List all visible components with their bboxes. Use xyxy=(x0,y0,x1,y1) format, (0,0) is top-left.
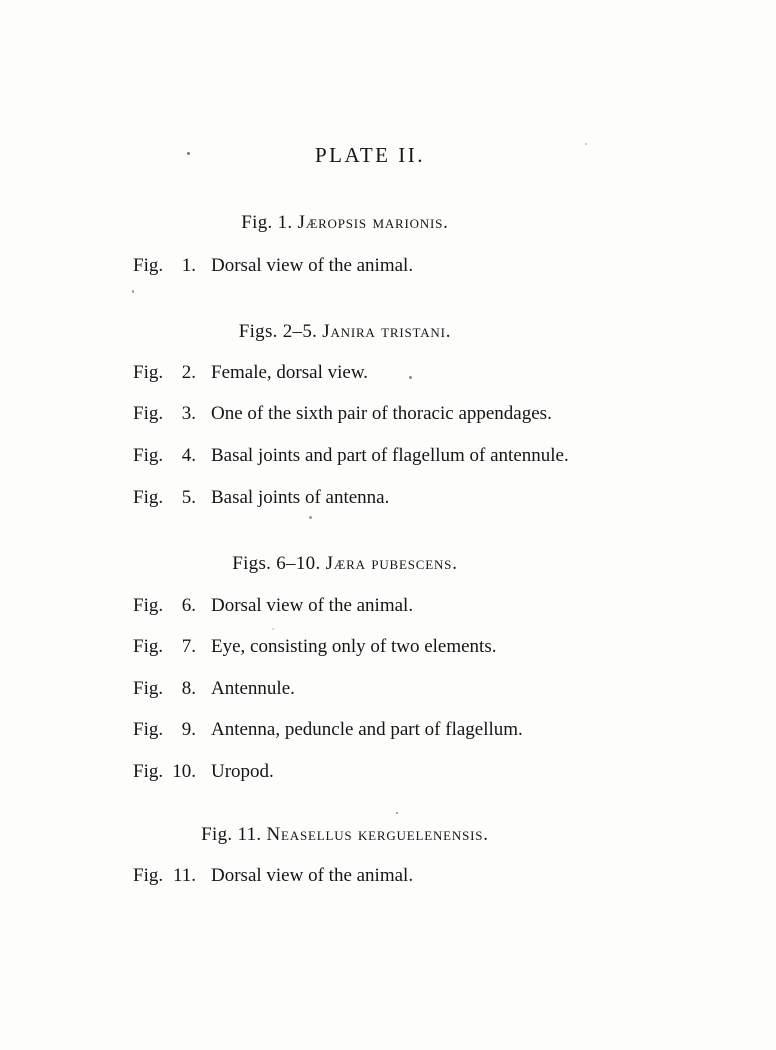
figure-label: Fig. xyxy=(133,403,164,424)
figure-label: Fig. xyxy=(133,636,164,657)
figure-label: Fig. xyxy=(133,678,164,699)
figure-description: Dorsal view of the animal. xyxy=(211,595,414,616)
figure-number: 1. xyxy=(181,255,196,276)
figure-label: Fig. xyxy=(133,595,164,616)
section-heading xyxy=(133,553,557,575)
figure-label: Fig. xyxy=(133,761,164,782)
figure-number: 2. xyxy=(181,362,196,383)
figure-label: Fig. xyxy=(133,255,164,276)
figure-caption-row xyxy=(133,636,496,658)
figure-caption-row xyxy=(133,362,368,384)
figure-caption-row xyxy=(133,487,389,509)
section-heading xyxy=(133,212,557,234)
figure-caption-row xyxy=(133,595,413,617)
figure-description: Female, dorsal view. xyxy=(211,362,369,383)
figure-number: 9. xyxy=(181,719,196,740)
figure-description: Basal joints and part of flagellum of antennule. xyxy=(211,445,569,466)
section-heading-species-name: Jæra pubescens. xyxy=(325,553,458,574)
section-heading-figrange: Figs. 2–5. xyxy=(238,321,323,342)
figure-label: Fig. xyxy=(133,719,164,740)
figure-label: Fig. xyxy=(133,362,164,383)
scan-speck xyxy=(585,143,587,145)
figure-label: Fig. xyxy=(133,487,164,508)
section-heading-species-name: Janira tristani. xyxy=(322,321,452,342)
scan-speck xyxy=(272,628,274,630)
section-heading-species-name: Jæropsis marionis. xyxy=(297,212,449,233)
figure-label: Fig. xyxy=(133,865,164,886)
scan-speck xyxy=(396,812,398,814)
scan-speck xyxy=(132,290,134,293)
section-heading-figrange: Figs. 6–10. xyxy=(232,553,326,574)
figure-caption-row xyxy=(133,255,413,277)
section-heading-figrange: Fig. 11. xyxy=(201,824,267,845)
figure-number: 10. xyxy=(172,761,196,782)
figure-number: 8. xyxy=(181,678,196,699)
figure-caption-row xyxy=(133,403,552,425)
section-heading xyxy=(133,824,557,846)
section-heading-species-name: Neasellus kerguelenensis. xyxy=(266,824,489,845)
section-heading xyxy=(133,321,557,343)
figure-number: 6. xyxy=(181,595,196,616)
figure-description: Basal joints of antenna. xyxy=(211,487,390,508)
figure-description: Antenna, peduncle and part of flagellum. xyxy=(211,719,523,740)
figure-number: 3. xyxy=(181,403,196,424)
figure-caption-row xyxy=(133,865,413,887)
figure-number: 5. xyxy=(181,487,196,508)
figure-number: 4. xyxy=(181,445,196,466)
figure-caption-row xyxy=(133,719,523,741)
figure-caption-row xyxy=(133,761,274,783)
figure-description: Uropod. xyxy=(211,761,274,782)
figure-caption-row xyxy=(133,678,295,700)
figure-description: Eye, consisting only of two elements. xyxy=(211,636,497,657)
figure-caption-row xyxy=(133,445,569,467)
scan-speck xyxy=(409,376,412,379)
figure-number: 7. xyxy=(181,636,196,657)
scan-speck xyxy=(309,516,312,519)
figure-description: Dorsal view of the animal. xyxy=(211,255,414,276)
figure-description: Antennule. xyxy=(211,678,295,699)
figure-number: 11. xyxy=(172,865,196,886)
section-heading-figrange: Fig. 1. xyxy=(241,212,298,233)
figure-description: Dorsal view of the animal. xyxy=(211,865,414,886)
plate-title: PLATE II. xyxy=(315,143,425,167)
figure-description: One of the sixth pair of thoracic appendages. xyxy=(211,403,552,424)
figure-label: Fig. xyxy=(133,445,164,466)
scan-speck xyxy=(187,152,190,155)
